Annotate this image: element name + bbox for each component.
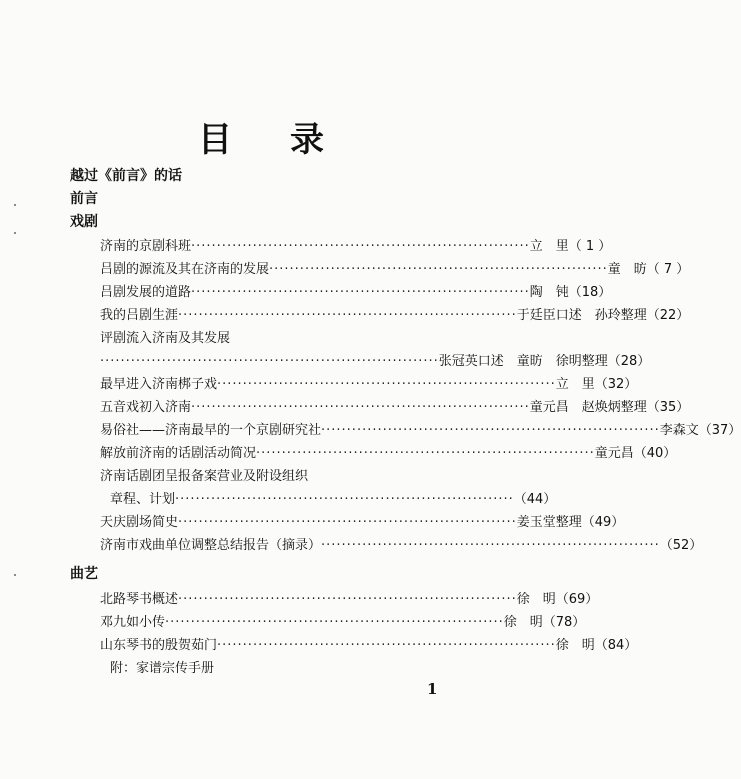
entry-title: 济南市戏曲单位调整总结报告（摘录） <box>100 538 322 553</box>
entry-title: 济南的京剧科班 <box>100 239 192 254</box>
entry-author: 立 里 <box>529 239 569 254</box>
leader-dots: ·································································· <box>217 377 556 392</box>
margin-speck <box>14 574 16 576</box>
entry-title: 五音戏初入济南 <box>100 400 192 415</box>
toc-entry <box>100 467 450 487</box>
title-char-1: 目 <box>198 120 234 160</box>
toc-entry <box>100 636 638 656</box>
leader-dots: ·································································· <box>191 400 530 415</box>
toc-entry <box>100 590 599 610</box>
entry-title: 评剧流入济南及其发展 <box>100 331 231 346</box>
entry-author: 童 昉 <box>607 262 647 277</box>
toc-entry <box>100 260 690 280</box>
toc-entry <box>100 398 690 418</box>
page-number: 1 <box>427 680 438 698</box>
entry-page: （32） <box>594 377 638 392</box>
entry-page: （40） <box>633 446 677 461</box>
entry-author: 李森文 <box>659 423 699 438</box>
toc-entry <box>100 306 690 326</box>
entry-author: 徐 明 <box>555 638 595 653</box>
entry-page: （ 7 ） <box>646 262 690 277</box>
entry-page: （49） <box>581 515 625 530</box>
entry-author: 于廷臣口述 孙玲整理 <box>516 308 647 323</box>
entry-page: （ 1 ） <box>568 239 612 254</box>
toc-entry <box>110 659 450 679</box>
toc-entry <box>100 421 741 441</box>
entry-author: 立 里 <box>555 377 595 392</box>
section-heading: 曲艺 <box>70 566 98 582</box>
toc-entry <box>100 237 612 257</box>
leader-dots: ·································································· <box>100 354 439 369</box>
entry-author: 徐 明 <box>516 592 556 607</box>
entry-page: （44） <box>513 492 557 507</box>
title-char-2: 录 <box>290 120 326 160</box>
entry-page: （18） <box>568 285 612 300</box>
entry-page: （78） <box>542 615 586 630</box>
front-item: 前言 <box>70 191 98 207</box>
entry-title: 天庆剧场简史 <box>100 515 179 530</box>
leader-dots: ·································································· <box>175 492 514 507</box>
entry-author: 陶 钝 <box>529 285 569 300</box>
entry-title: 山东琴书的殷贺茹门 <box>100 638 218 653</box>
entry-author: 童元昌 赵焕炳整理 <box>529 400 647 415</box>
toc-entry <box>100 329 450 349</box>
toc-entry <box>100 613 586 633</box>
leader-dots: ·································································· <box>178 308 517 323</box>
entry-title: 吕剧发展的道路 <box>100 285 192 300</box>
section-heading: 戏剧 <box>70 214 98 230</box>
entry-author: 徐 明 <box>503 615 543 630</box>
entry-author: 童元昌 <box>594 446 634 461</box>
entry-title: 吕剧的源流及其在济南的发展 <box>100 262 270 277</box>
toc-entry <box>100 283 612 303</box>
leader-dots: ·································································· <box>165 615 504 630</box>
toc-entry <box>100 375 638 395</box>
entry-page: （69） <box>555 592 599 607</box>
margin-speck <box>14 232 16 234</box>
entry-author: 张冠英口述 童昉 徐明整理 <box>438 354 608 369</box>
entry-title: 济南话剧团呈报备案营业及附设组织 <box>100 469 309 484</box>
front-item: 越过《前言》的话 <box>70 168 182 184</box>
entry-title: 邓九如小传 <box>100 615 166 630</box>
leader-dots: ·································································· <box>191 285 530 300</box>
entry-page: （35） <box>646 400 690 415</box>
entry-title: 附：家谱宗传手册 <box>110 661 215 676</box>
margin-speck <box>14 204 16 206</box>
entry-title: 章程、计划 <box>110 492 176 507</box>
entry-title: 北路琴书概述 <box>100 592 179 607</box>
entry-author: 姜玉堂整理 <box>516 515 582 530</box>
entry-title: 易俗社——济南最早的一个京剧研究社 <box>100 423 322 438</box>
leader-dots: ·································································· <box>178 592 517 607</box>
entry-title: 最早进入济南梆子戏 <box>100 377 218 392</box>
leader-dots: ·································································· <box>178 515 517 530</box>
leader-dots: ·································································· <box>217 638 556 653</box>
entry-page: （28） <box>607 354 651 369</box>
entry-page: （37） <box>698 423 741 438</box>
toc-entry <box>100 444 677 464</box>
leader-dots: ·································································· <box>321 538 660 553</box>
leader-dots: ·································································· <box>191 239 530 254</box>
entry-page: （84） <box>594 638 638 653</box>
entry-title: 解放前济南的话剧活动简况 <box>100 446 257 461</box>
toc-entry <box>100 513 625 533</box>
entry-title: 我的吕剧生涯 <box>100 308 179 323</box>
toc-entry <box>100 352 651 372</box>
leader-dots: ·································································· <box>321 423 660 438</box>
entry-page: （22） <box>646 308 690 323</box>
leader-dots: ·································································· <box>256 446 595 461</box>
toc-entry <box>100 536 703 556</box>
toc-entry <box>110 490 557 510</box>
leader-dots: ·································································· <box>269 262 608 277</box>
entry-page: （52） <box>659 538 703 553</box>
